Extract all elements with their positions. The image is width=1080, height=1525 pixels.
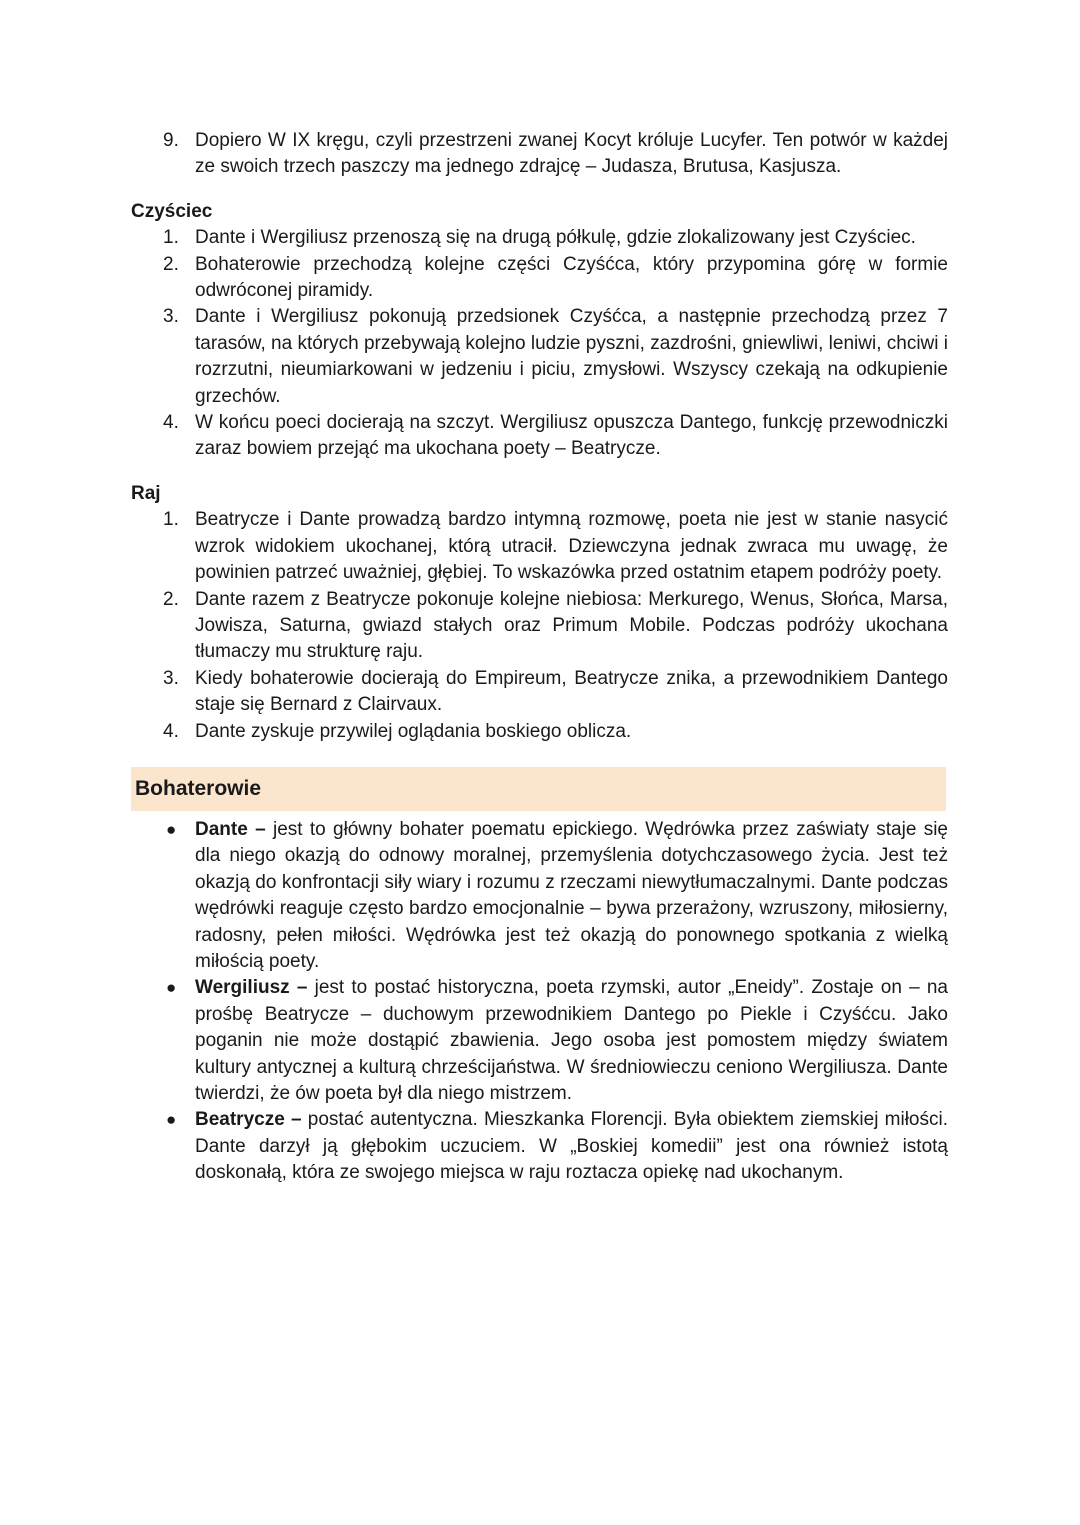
character-name: Dante – [195, 818, 266, 840]
list-item-text: Dopiero W IX kręgu, czyli przestrzeni zwanej Kocyt króluje Lucyfer. Ten potwór w każdej ze swoich trzech paszczy ma jednego zdrajcę – Judasza, Brutusa, Kasjusza. [195, 130, 948, 178]
list-number: 1. [163, 227, 179, 249]
list-item-text: Beatrycze i Dante prowadzą bardzo intymną rozmowę, poeta nie jest w stanie nasycić wzrok widokiem ukochanej, którą utracił. Dziewczyna jednak zwraca mu uwagę, że powinien patrzeć uważniej, głębiej. To wskazówka przed ostatnim etapem podróży poety. [195, 509, 948, 584]
list-number: 2. [163, 253, 179, 275]
list-item [131, 304, 948, 410]
list-item [131, 128, 948, 181]
intro-list [131, 128, 948, 181]
list-item-text: Dante i Wergiliusz pokonują przedsionek Czyśćca, a następnie przechodzą przez 7 tarasów, na których przebywają kolejno ludzie pyszni, zazdrośni, gniewliwi, leniwi, chciwi i rozrzutni, nieumiarkowani w jedzeniu i piciu, zmysłowi. Wszyscy czekają na odkupienie grzechów. [195, 306, 948, 407]
list-item-text: Dante i Wergiliusz przenoszą się na drugą półkulę, gdzie zlokalizowany jest Czyściec. [195, 227, 916, 249]
czysciec-list [131, 225, 948, 463]
bohaterowie-list [131, 817, 948, 1187]
list-item [131, 507, 948, 586]
list-item [131, 719, 948, 745]
section-title-czysciec: Czyściec [131, 200, 213, 222]
character-description: jest to postać historyczna, poeta rzymski, autor „Eneidy”. Zostaje on – na prośbę Beatrycze – duchowym przewodnikiem Dantego po Piekle i Czyśćcu. Jako poganin nie może dostąpić zbawienia. Jego osoba jest pomostem między światem kultury antycznej a kulturą chrześcijaństwa. W średniowieczu ceniono Wergiliusza. Dante twierdzi, że ów poeta był dla niego mistrzem. [195, 977, 948, 1104]
bullet-icon: ● [166, 819, 177, 839]
bullet-icon: ● [166, 978, 177, 998]
list-item [131, 817, 948, 975]
list-item-text: Dante razem z Beatrycze pokonuje kolejne niebiosa: Merkurego, Wenus, Słońca, Marsa, Jowisza, Saturna, gwiazd stałych oraz Primum Mobile. Podczas podróży ukochana tłumaczy mu strukturę raju. [195, 588, 948, 663]
character-description: jest to główny bohater poematu epickiego. Wędrówka przez zaświaty staje się dla niego okazją do odnowy moralnej, przemyślenia dotychczasowego życia. Jest też okazją do konfrontacji siły wiary i rozumu z rzeczami niewytłumaczalnymi. Dante podczas wędrówki reaguje często bardzo emocjonalnie – bywa przerażony, wzruszony, miłosierny, radosny, pełen miłości. Wędrówka jest też okazją do ponownego spotkania z wielką miłością poety. [195, 818, 949, 972]
bullet-icon: ● [166, 1110, 177, 1130]
raj-list [131, 507, 948, 745]
list-item [131, 975, 948, 1107]
list-item-text: Bohaterowie przechodzą kolejne części Czyśćca, który przypomina górę w formie odwróconej piramidy. [195, 253, 948, 302]
character-name: Wergiliusz – [195, 977, 308, 999]
section-title-raj: Raj [131, 482, 161, 504]
list-item-text: Kiedy bohaterowie docierają do Empireum, Beatrycze znika, a przewodnikiem Dantego staje się Bernard z Clairvaux. [195, 667, 948, 716]
list-number: 3. [163, 667, 179, 689]
list-number: 1. [163, 509, 179, 531]
list-number: 4. [163, 412, 179, 434]
list-item [131, 225, 948, 251]
list-item-text: Dante zyskuje przywilej oglądania boskiego oblicza. [195, 720, 632, 742]
section-heading-bohaterowie: Bohaterowie [131, 767, 946, 811]
list-number: 3. [163, 306, 179, 328]
list-item [131, 252, 948, 305]
list-number: 2. [163, 588, 179, 610]
list-item [131, 1107, 948, 1186]
list-item [131, 410, 948, 463]
list-number: 9. [163, 130, 179, 151]
character-name: Beatrycze – [195, 1109, 302, 1131]
character-description: postać autentyczna. Mieszkanka Florencji. Była obiektem ziemskiej miłości. Dante darzył ją głębokim uczuciem. W „Boskiej komedii” jest ona również istotą doskonałą, która ze swojego miejsca w raju roztacza opiekę nad ukochanym. [195, 1109, 949, 1184]
list-item [131, 666, 948, 719]
list-item [131, 587, 948, 666]
list-number: 4. [163, 720, 179, 742]
list-item-text: W końcu poeci docierają na szczyt. Wergiliusz opuszcza Dantego, funkcję przewodniczki zaraz bowiem przejąć ma ukochana poety – Beatrycze. [195, 412, 948, 460]
